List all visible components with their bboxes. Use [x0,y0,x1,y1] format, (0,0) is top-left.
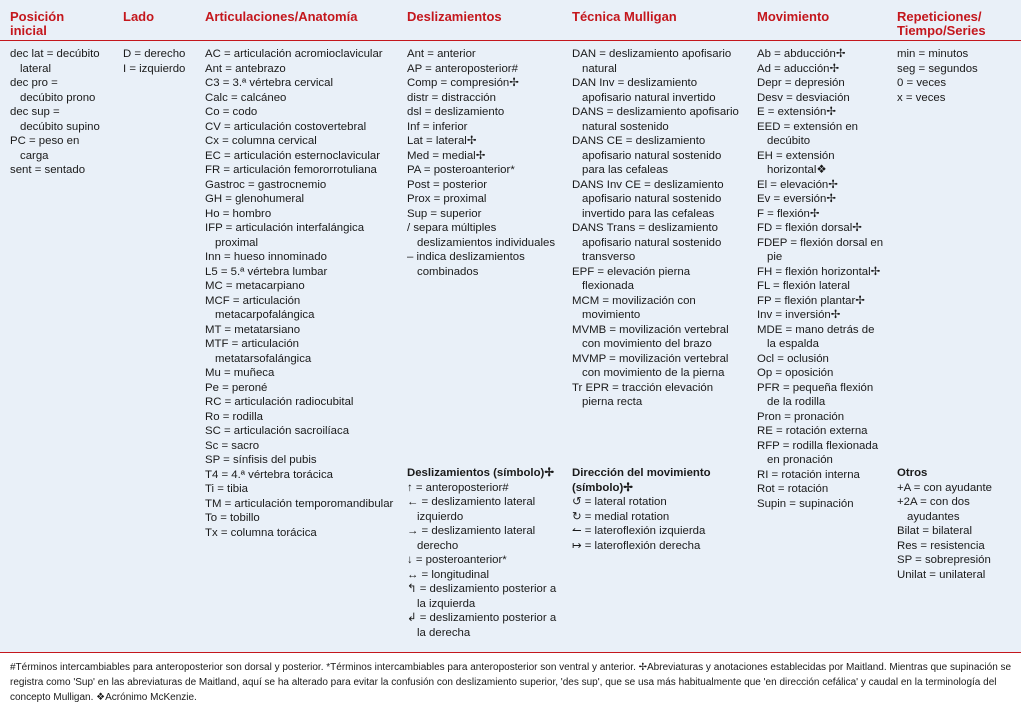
list-item: Tr EPR = tracción elevación pierna recta [572,381,714,408]
list-item: Ocl = oclusión [757,352,829,365]
list-item: FL = flexión lateral [757,280,850,292]
section-deslizamientos-simbolo [407,466,567,640]
list-item: ↰ = deslizamiento posterior a la izquierda [407,583,557,610]
list-item: +A = con ayudante [897,481,993,494]
list-item: Gastroc = gastrocnemio [205,178,327,191]
section-direccion [572,466,732,553]
list-item: RC = articulación radiocubital [205,396,354,408]
list-item: Ev = eversión✢ [757,193,836,205]
list-item: Cx = columna cervical [205,135,317,147]
list-item: sent = sentado [10,164,86,176]
list-item: Comp = compresión✢ [407,77,519,89]
header-lado: Lado [123,9,155,24]
header-movimiento: Movimiento [757,9,830,24]
list-item: Prox = proximal [407,193,487,205]
header-repeticiones: Repeticiones/ Tiempo/Series [897,9,986,38]
column-repeticiones [897,47,1015,105]
list-item: Ad = aducción✢ [757,62,840,75]
list-item: GH = glenohumeral [205,193,305,205]
list-item: DANS Trans = deslizamiento apofisario natural sostenido transverso [572,222,722,263]
column-deslizamientos [407,47,557,279]
header-articulaciones: Articulaciones/Anatomía [205,9,358,24]
list-item: EED = extensión en decúbito [757,120,858,147]
list-item: PC = peso en carga [10,135,80,162]
list-item: Desv = desviación [757,91,850,104]
list-item: / separa múltiples deslizamientos individuales [407,222,556,249]
list-item: seg = segundos [897,62,978,75]
list-item: ↔ = longitudinal [407,568,490,581]
list-item: AC = articulación acromioclavicular [205,48,383,60]
list-item: El = elevación✢ [757,178,838,191]
list-item: Inf = inferior [407,120,468,133]
list-item: dsl = deslizamiento [407,106,505,118]
list-item: DAN = deslizamiento apofisario natural [572,48,732,75]
list-item: Supin = supinación [757,497,854,510]
list-item: PFR = pequeña flexión de la rodilla [757,381,874,408]
list-item: Op = oposición [757,367,834,379]
list-item: DANS = deslizamiento apofisario natural sostenido [572,106,739,133]
list-item: SP = sínfisis del pubis [205,454,317,466]
list-item: Inv = inversión✢ [757,309,841,321]
list-item: ↦ = lateroflexión derecha [572,539,701,552]
list-item: dec lat = decúbito lateral [10,48,100,75]
list-item: Tx = columna torácica [205,526,317,539]
list-item: Sc = sacro [205,439,260,452]
list-item: – indica deslizamientos combinados [407,251,525,278]
list-item: TM = articulación temporomandibular [205,497,394,510]
list-item: AP = anteroposterior# [407,62,518,75]
list-item: MC = metacarpiano [205,280,305,292]
list-item: Ro = rodilla [205,410,263,423]
list-item: C3 = 3.ª vértebra cervical [205,77,333,89]
footnote-text: #Términos intercambiables para anteroposterior son dorsal y posterior. *Términos intercambiables para anteroposterior son ventral y anterior. ✢Abreviaturas y anotaciones establecidas por Maitland. Mientras que supinación se registra como 'Sup' en las abreviaturas de Maitland, aquí se ha alterado para evitar la confusión con deslizamiento superior, 'des sup', que se usa más habitualmente que 'en dirección cefálica' y caudal en la terminología del concepto Mulligan. ❖Acrónimo McKenzie. [10,662,1012,703]
list-item: ↺ = lateral rotation [572,496,667,508]
list-item: FDEP = flexión dorsal en pie [757,236,884,263]
header-deslizamientos: Deslizamientos [407,9,502,24]
column-lado [123,47,195,76]
list-item: +2A = con dos ayudantes [897,496,970,523]
list-item: Lat = lateral✢ [407,135,477,147]
list-item: FP = flexión plantar✢ [757,294,865,307]
list-item: DANS Inv CE = deslizamiento apofisario natural sostenido invertido para las cefaleas [572,178,724,220]
list-item: MVMP = movilización vertebral con movimiento de la pierna [572,352,729,379]
header-posicion: Posición inicial [10,9,65,38]
list-item: Rot = rotación [757,483,829,495]
column-movimiento [757,47,885,511]
list-item: Pron = pronación [757,410,845,423]
list-item: SP = sobrepresión [897,554,991,566]
list-item: x = veces [897,91,946,104]
list-item: Ho = hombro [205,207,272,220]
direccion-title: Dirección del movimiento (símbolo)✢ [572,467,711,494]
list-item: To = tobillo [205,512,260,524]
list-item: RFP = rodilla flexionada en pronación [757,439,879,466]
otros-title: Otros [897,467,928,479]
list-item: Depr = depresión [757,77,845,89]
deslizamientos-simbolo-title: Deslizamientos (símbolo)✢ [407,467,554,479]
list-item: Res = resistencia [897,539,985,552]
list-item: Ab = abducción✢ [757,48,846,60]
list-item: RE = rotación externa [757,425,868,437]
list-item: PA = posteroanterior* [407,164,515,176]
list-item: Unilat = unilateral [897,568,986,581]
direccion-list [572,495,732,553]
list-item: MT = metatarsiano [205,323,301,336]
list-item: DANS CE = deslizamiento apofisario natural sostenido para las cefaleas [572,135,722,176]
list-item: EPF = elevación pierna flexionada [572,265,691,292]
list-item: D = derecho [123,48,186,60]
list-item: FH = flexión horizontal✢ [757,265,881,278]
list-item: Inn = hueso innominado [205,251,327,263]
list-item: Co = codo [205,106,258,118]
list-item: Post = posterior [407,178,488,191]
list-item: ↑ = anteroposterior# [407,481,509,494]
list-item: MCM = movilización con movimiento [572,294,696,321]
list-item: ↻ = medial rotation [572,510,670,523]
list-item: I = izquierdo [123,62,186,75]
list-item: E = extensión✢ [757,106,836,118]
otros-list [897,481,1015,583]
list-item: MVMB = movilización vertebral con movimiento del brazo [572,323,729,350]
list-item: dec sup = decúbito supino [10,106,100,133]
list-item: Ant = antebrazo [205,62,286,75]
list-item: dec pro = decúbito prono [10,77,96,104]
list-item: EC = articulación esternoclavicular [205,149,381,162]
deslizamientos-simbolo-list [407,481,567,641]
list-item: MDE = mano detrás de la espalda [757,323,875,350]
list-item: min = minutos [897,48,969,60]
column-tecnica [572,47,744,410]
list-item: Calc = calcáneo [205,91,287,104]
list-item: ← = deslizamiento lateral izquierdo [407,496,536,523]
list-item: EH = extensión horizontal❖ [757,149,835,176]
list-item: Mu = muñeca [205,367,275,379]
section-otros [897,466,1015,582]
list-item: SC = articulación sacroilíaca [205,425,350,437]
list-item: distr = distracción [407,91,496,104]
list-item: ↓ = posteroanterior* [407,554,507,566]
column-articulaciones [205,47,395,540]
list-item: DAN Inv = deslizamiento apofisario natural invertido [572,77,716,104]
list-item: Bilat = bilateral [897,525,973,537]
column-posicion [10,47,102,178]
list-item: ↲ = deslizamiento posterior a la derecha [407,612,557,639]
list-item: T4 = 4.ª vértebra torácica [205,468,333,481]
list-item: F = flexión✢ [757,207,820,220]
list-item: MCF = articulación metacarpofalángica [205,294,315,321]
table-header [0,0,1021,41]
list-item: MTF = articulación metatarsofalángica [205,338,312,365]
list-item: RI = rotación interna [757,468,860,481]
list-item: L5 = 5.ª vértebra lumbar [205,265,328,278]
header-tecnica: Técnica Mulligan [572,9,677,24]
list-item: 0 = veces [897,77,947,89]
list-item: FR = articulación femororrotuliana [205,164,377,176]
list-item: IFP = articulación interfalángica proximal [205,222,365,249]
list-item: Sup = superior [407,207,482,220]
list-item: ↼ = lateroflexión izquierda [572,525,706,537]
footnote [0,652,1021,714]
list-item: Med = medial✢ [407,149,486,162]
list-item: Ant = anterior [407,48,476,60]
list-item: FD = flexión dorsal✢ [757,222,862,234]
list-item: → = deslizamiento lateral derecho [407,525,536,552]
list-item: Ti = tibia [205,483,248,495]
list-item: Pe = peroné [205,381,268,394]
list-item: CV = articulación costovertebral [205,120,367,133]
